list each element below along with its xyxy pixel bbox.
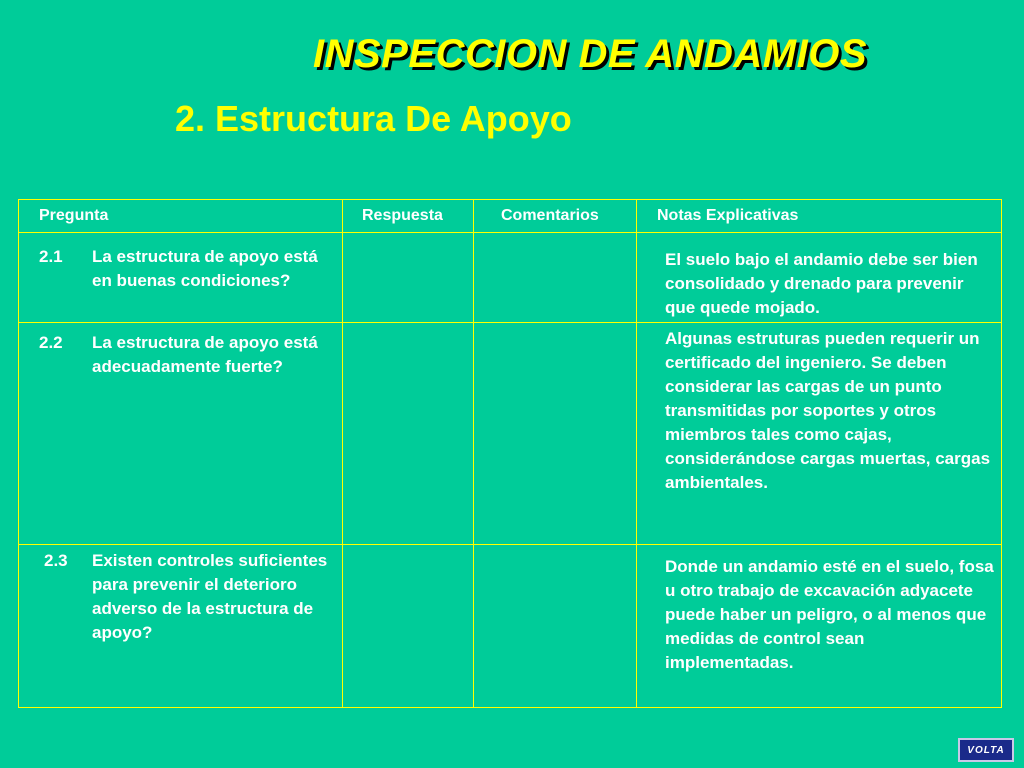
- header-comentarios: Comentarios: [501, 207, 599, 224]
- column-divider: [342, 200, 343, 707]
- page-title: INSPECCION DE ANDAMIOS: [312, 32, 867, 76]
- row-note: El suelo bajo el andamio debe ser bien consolidado y drenado para prevenir que quede mojado.: [665, 250, 978, 317]
- row-number: 2.3: [44, 551, 68, 570]
- volta-button[interactable]: VOLTA: [958, 738, 1014, 762]
- row-question: La estructura de apoyo está adecuadamente fuerte?: [92, 333, 318, 376]
- row-divider: [19, 322, 1001, 323]
- column-divider: [473, 200, 474, 707]
- header-pregunta: Pregunta: [39, 207, 109, 224]
- row-number: 2.1: [39, 247, 63, 266]
- column-divider: [636, 200, 637, 707]
- header-divider: [19, 232, 1001, 233]
- row-divider: [19, 544, 1001, 545]
- row-number: 2.2: [39, 333, 63, 352]
- header-notas: Notas Explicativas: [657, 207, 799, 224]
- row-note: Algunas estruturas pueden requerir un certificado del ingeniero. Se deben considerar las cargas de un punto transmitidas por soportes y otros miembros tales como cajas, considerándose cargas muertas, cargas ambientales.: [665, 329, 991, 492]
- inspection-table: [18, 199, 1002, 708]
- header-respuesta: Respuesta: [362, 207, 443, 224]
- page-subtitle: 2. Estructura De Apoyo: [175, 98, 572, 139]
- row-note: Donde un andamio esté en el suelo, fosa u otro trabajo de excavación adyacete puede haber un peligro, o al menos que medidas de control sean implementadas.: [665, 557, 994, 672]
- row-question: La estructura de apoyo está en buenas condiciones?: [92, 247, 318, 290]
- row-question: Existen controles suficientes para prevenir el deterioro adverso de la estructura de apoyo?: [92, 551, 328, 642]
